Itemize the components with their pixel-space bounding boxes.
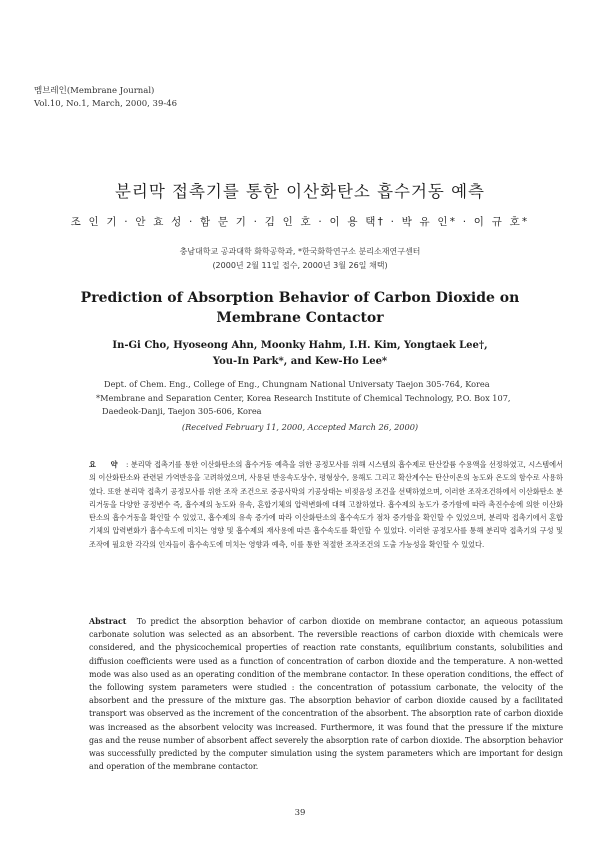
english-title-line: Prediction of Absorption Behavior of Carbon Dioxide on: [80, 290, 520, 306]
received-dates: (Received February 11, 2000, Accepted March 26, 2000): [181, 422, 419, 432]
korean-authors: 조 인 기 · 안 효 성 · 함 문 기 · 김 인 호 · 이 용 택† · 박 유 인* · 이 규 호*: [70, 216, 530, 228]
korean-abstract-text: : 분리막 접촉기를 통한 이산화탄소의 흡수거동 예측을 위한 공정모사를 위해 시스템의 흡수제로 탄산칼륨 수용액을 선정하였고, 시스템에서의 이산화탄소와 관련된 가역반응을 고려하였으며, 사용된 반응속도상수, 평형상수, 용해도 그리고 확산계수는 탄산이온의 농도와 온도의 함수로 사용하였다. 또한 분리막 접촉기 공정모사를 위한 조작 조건으로 중공사막의 기공상태는 비젖음성 조건을 선택하였으며, 이러한 조작조건하에서 이산화탄소 분리거동을 다양한 공정변수 즉, 흡수제의 농도와 유속, 혼합기체의 압력변화에 대해 고찰하였다. 흡수제의 농도가 증가함에 따라 촉진수송에 의한 이산화탄소의 흡수거동을 확인할 수 있었고, 흡수제의 유속 증가에 따라 이산화탄소의 흡수속도가 점차 증가함을 확인할 수 있었으며, 분리막 접촉기에서 혼합기체의 압력변화가 흡수속도에 미치는 영향 및 흡수제의 재사용에 따른 흡수속도를 확인할 수 있었다. 이러한 공정모사를 통해 분리막 접촉기의 구성 및 조작에 필요한 각각의 인자들이 흡수속도에 미치는 영향과 예측, 이를 통한 적절한 조작조건의 도출 가능성을 확인할 수 있었다.: [89, 460, 563, 549]
korean-abstract-label: 요 약: [89, 460, 124, 469]
affiliation-line: Dept. of Chem. Eng., College of Eng., Chungnam National Universaty Taejon 305-764, Korea: [104, 379, 490, 389]
korean-affiliation: [0, 245, 600, 273]
journal-volume: Vol.10, No.1, March, 2000, 39-46: [34, 99, 178, 109]
korean-title: 분리막 접촉기를 통한 이산화탄소 흡수거동 예측: [114, 182, 485, 201]
journal-header: [34, 85, 177, 111]
journal-name: 멤브레인(Membrane Journal): [34, 86, 155, 96]
english-authors: [0, 338, 600, 370]
korean-dates-line: (2000년 2월 11일 접수, 2000년 3월 26일 채택): [212, 261, 388, 270]
english-abstract: [89, 615, 563, 773]
affiliation-line: *Membrane and Separation Center, Korea Research Institute of Chemical Technology, P.O. Box 107,: [96, 392, 511, 403]
english-authors-line: You-In Park*, and Kew-Ho Lee*: [212, 356, 388, 367]
english-title-line: Membrane Contactor: [216, 310, 384, 326]
korean-abstract: [89, 458, 563, 551]
page-number: 39: [294, 808, 306, 818]
english-affiliation: [40, 378, 570, 419]
english-authors-line: In-Gi Cho, Hyoseong Ahn, Moonky Hahm, I.H. Kim, Yongtaek Lee†,: [112, 340, 488, 351]
english-title: [0, 288, 600, 328]
affiliation-line: Daedeok-Danji, Taejon 305-606, Korea: [102, 406, 262, 416]
korean-affiliation-line: 충남대학교 공과대학 화학공학과, *한국화학연구소 분리소재연구센터: [179, 247, 421, 256]
abstract-label: Abstract: [89, 617, 127, 626]
abstract-text: To predict the absorption behavior of carbon dioxide on membrane contactor, an aqueous potassium carbonate solution was selected as an absorbent. The reversible reactions of carbon dioxide with chemicals were considered, and the physicochemical properties of reaction rate constants, equilibrium constants, solubilities and diffusion coefficients were used as a function of concentration of carbon dioxide and the temperature. A non-wetted mode was also used as an operating condition of the membrane contactor. In these operation conditions, the effect of the following system parameters were studied : the concentration of potassium carbonate, the velocity of the absorbent and the pressure of the mixture gas. The absorption behavior of carbon dioxide caused by a facilitated transport was observed as the increment of the concentration of the absorbent. The absorption rate of carbon dioxide was increased as the absorbent velocity was increased. Furthermore, it was found that the pressure if the mixture gas and the reuse number of absorbent affect severely the absorption rate of carbon dioxide. The absorption behavior was successfully predicted by the computer simulation using the system parameters which are important for design and operation of the membrane contactor.: [89, 617, 563, 772]
